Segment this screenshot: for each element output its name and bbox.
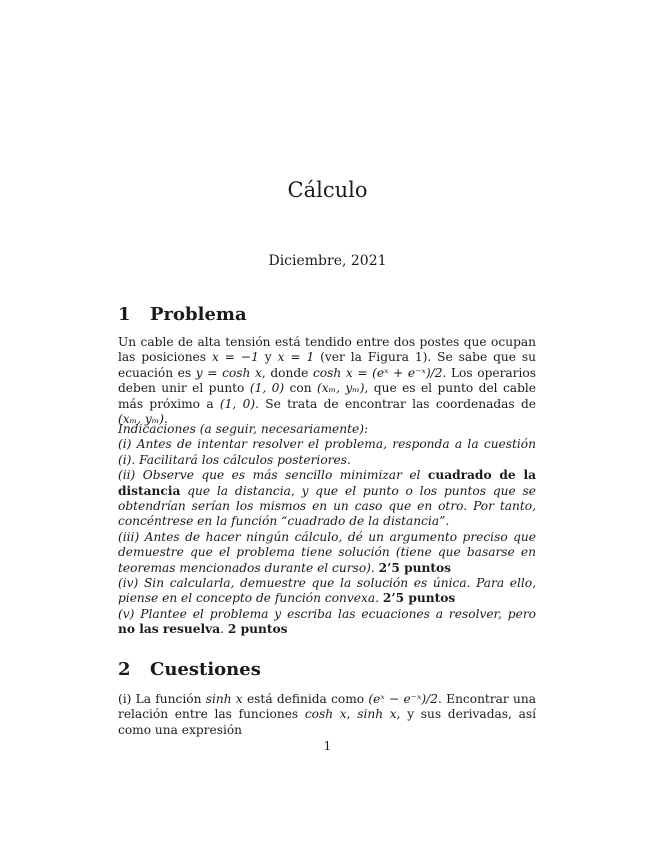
intro-math-7: (xₘ, yₘ) xyxy=(118,412,164,427)
question-i-math-1: (eˣ − e⁻ˣ)/2 xyxy=(368,692,439,706)
intro-math-3: cosh x = (eˣ + e⁻ˣ)/2 xyxy=(312,365,443,380)
indication-v-text-b: . xyxy=(220,622,224,637)
question-i-text-4: , y sus derivadas, así como una expresión xyxy=(118,707,536,737)
intro-text-5: con xyxy=(284,381,317,396)
indication-iv xyxy=(118,576,536,607)
document-title: Cálculo xyxy=(287,178,368,202)
indication-v-text-a: (v) Plantee el problema y escriba las ecuaciones a resolver, pero xyxy=(118,606,536,621)
questions-block xyxy=(118,692,536,738)
intro-math-1: x = 1 xyxy=(277,350,315,365)
intro-text-1: y xyxy=(258,350,278,365)
question-i-text-3: , xyxy=(346,707,358,722)
indication-iv-points: 2’5 puntos xyxy=(382,591,456,606)
indication-v xyxy=(118,607,536,638)
indication-iii xyxy=(118,530,536,576)
indication-iii-text: (iii) Antes de hacer ningún cálculo, dé un argumento preciso que demuestre que el problema tiene solución (tiene que basarse en teoremas mencionados durante el curso). xyxy=(118,529,536,575)
section-2-heading xyxy=(118,659,261,680)
question-i-math-2: cosh x xyxy=(304,707,347,722)
page-number: 1 xyxy=(323,739,332,753)
section-1-heading xyxy=(118,304,247,325)
question-i-math-0: sinh x xyxy=(205,692,243,706)
question-i-text-0: (i) La función xyxy=(118,692,206,706)
problem-intro xyxy=(118,335,536,427)
question-i-text-1: está definida como xyxy=(242,692,369,706)
section-2-title: Cuestiones xyxy=(150,659,261,680)
indication-v-points: 2 puntos xyxy=(227,622,288,637)
intro-text-4: . Los operarios deben unir el punto xyxy=(118,365,536,396)
intro-math-2: y = cosh x xyxy=(195,365,262,380)
intro-math-0: x = −1 xyxy=(211,350,259,365)
indication-iii-points: 2’5 puntos xyxy=(378,560,451,575)
document-date: Diciembre, 2021 xyxy=(268,253,387,269)
indications-block xyxy=(118,422,536,638)
intro-text-3: , donde xyxy=(261,365,313,380)
intro-math-6: (1, 0) xyxy=(219,396,256,411)
question-i xyxy=(118,692,536,738)
section-2-number: 2 xyxy=(118,659,131,680)
intro-text-0: Un cable de alta tensión está tendido entre dos postes que ocupan las posiciones xyxy=(118,335,536,365)
intro-text-8: . xyxy=(163,412,168,427)
indication-i: (i) Antes de intentar resolver el problema, responda a la cuestión (i). Facilitará los cálculos posteriores. xyxy=(118,437,536,467)
question-i-math-3: sinh x xyxy=(357,707,397,722)
indication-ii xyxy=(118,468,536,530)
section-1-title: Problema xyxy=(150,304,247,325)
indications-header: Indicaciones (a seguir, necesariamente): xyxy=(118,422,369,436)
intro-math-5: (xₘ, yₘ) xyxy=(317,381,365,396)
problem-statement xyxy=(118,335,536,427)
intro-math-4: (1, 0) xyxy=(249,381,285,396)
indication-ii-text-a: (ii) Observe que es más sencillo minimizar el xyxy=(118,468,428,483)
section-1-number: 1 xyxy=(118,304,131,325)
indication-iv-text: (iv) Sin calcularla, demuestre que la solución es única. Para ello, piense en el concepto de función convexa. xyxy=(118,576,536,606)
indication-ii-bold: cuadrado de la distancia xyxy=(118,468,537,498)
intro-text-6: , que es el punto del cable más próximo a xyxy=(118,381,536,411)
intro-text-7: . Se trata de encontrar las coordenadas de xyxy=(255,396,536,411)
question-i-text-2: . Encontrar una relación entre las funciones xyxy=(118,692,536,722)
indication-ii-text-b: que la distancia, y que el punto o los puntos que se obtendrían serían los mismos en un caso que en otro. Por tanto, concéntrese en la función “cuadrado de la distancia”. xyxy=(118,483,536,529)
intro-text-2: (ver la Figura 1). Se sabe que su ecuación es xyxy=(118,350,536,380)
indication-v-bold: no las resuelva xyxy=(118,622,221,637)
